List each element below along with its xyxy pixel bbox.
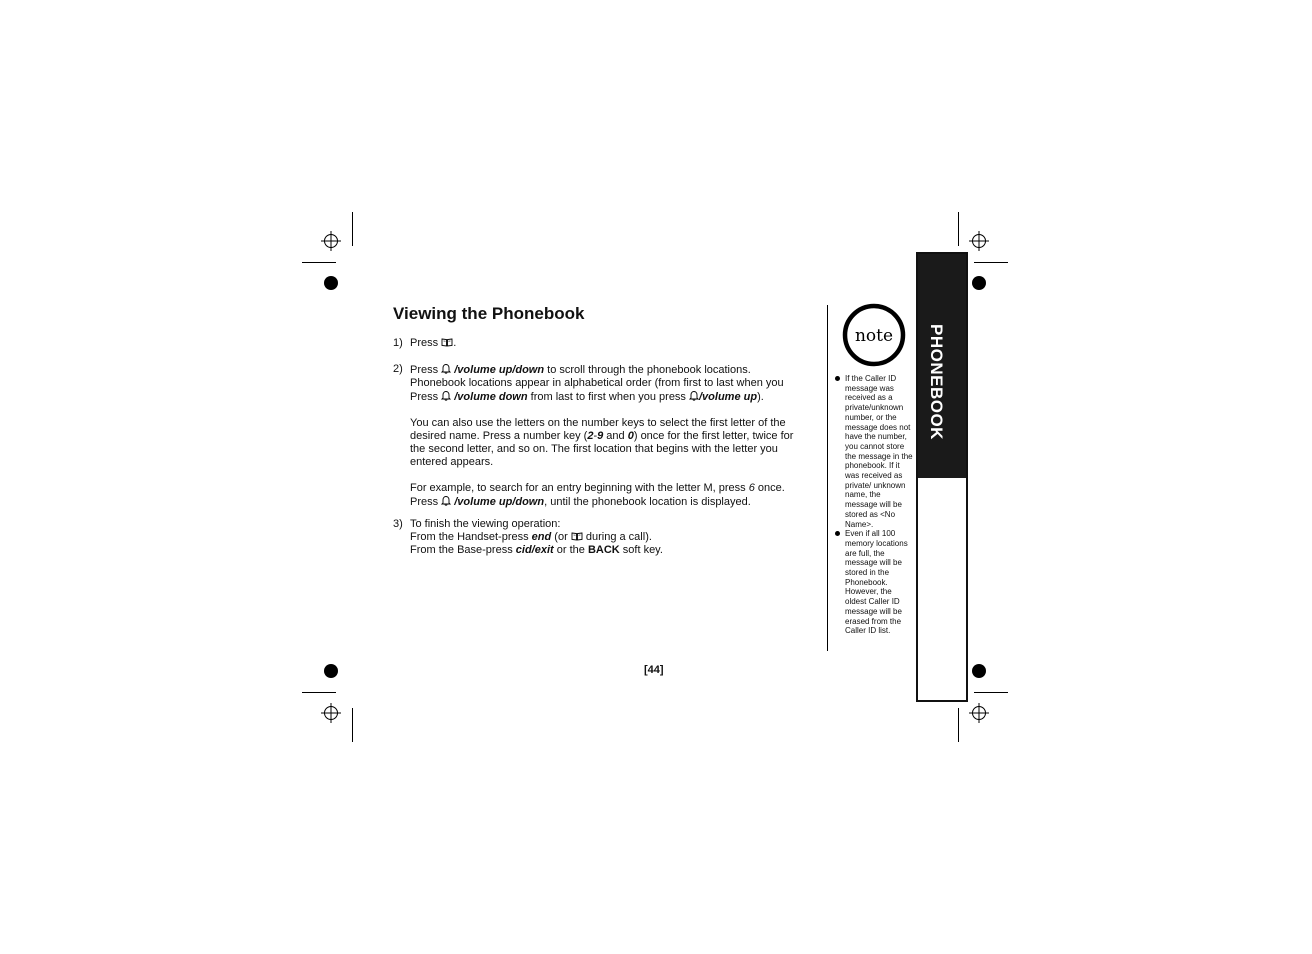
step-paragraph (410, 417, 818, 469)
text-fragment: , until the phonebook location is displayed. (544, 496, 751, 508)
key-label: 9 (597, 430, 604, 442)
text-fragment: or the (556, 544, 585, 556)
bullet-icon (835, 531, 840, 536)
text-fragment: Press (410, 391, 439, 403)
step-number: 1) (393, 337, 403, 349)
step-text (410, 363, 818, 509)
key-label: 0 (627, 430, 634, 442)
note-badge-icon (842, 303, 906, 367)
volume-up-key-icon (441, 363, 451, 374)
text-fragment: to scroll through the phonebook locations. (547, 364, 751, 376)
text-fragment: entered appears. (410, 456, 494, 468)
text-fragment: From the Handset-press (410, 531, 529, 543)
step-text (410, 518, 818, 557)
text-fragment: Phonebook locations appear in alphabetical order (from first to last when you (410, 377, 784, 389)
text-fragment: From the Base-press (410, 544, 513, 556)
key-label: /volume up/down (454, 364, 545, 376)
key-label: 6 (748, 482, 755, 494)
text-fragment: once. (757, 482, 785, 494)
key-label: 2 (587, 430, 594, 442)
key-label: end (531, 531, 552, 543)
volume-down-key-icon (441, 390, 451, 401)
crop-line-tl-v (352, 212, 353, 246)
chapter-tab-label: PHONEBOOK (927, 324, 946, 440)
crop-line-bl-v (352, 708, 353, 742)
crop-line-bl-h (302, 692, 336, 693)
note-item (835, 374, 915, 529)
bullet-icon (835, 376, 840, 381)
step-number: 2) (393, 363, 403, 375)
step-number: 3) (393, 518, 403, 530)
text-fragment: ) once for the first letter, twice for (633, 430, 794, 442)
phonebook-key-icon (571, 532, 583, 541)
key-label: /volume up/down (454, 496, 545, 508)
step-paragraph (410, 482, 818, 509)
text-fragment: - (593, 430, 598, 442)
registration-mark-icon (321, 703, 341, 723)
registration-dot-icon (972, 664, 986, 678)
text-fragment: the second letter, and so on. The first location that begins with the letter you (410, 443, 778, 455)
crop-line-tr-h (974, 262, 1008, 263)
note-item-text: Even if all 100 memory locations are full, the message will be stored in the Phonebook. However, the oldest Caller ID message will be erased from the Caller ID list. (845, 529, 908, 636)
crop-line-tr-v (958, 212, 959, 246)
registration-mark-icon (969, 231, 989, 251)
step-text-fragment: Press (410, 337, 439, 349)
note-divider (827, 305, 828, 651)
text-fragment: ). (757, 391, 764, 403)
text-fragment: Press (410, 364, 439, 376)
step-text (410, 337, 818, 350)
crop-line-br-h (974, 692, 1008, 693)
registration-mark-icon (969, 703, 989, 723)
crop-line-br-v (958, 708, 959, 742)
registration-dot-icon (324, 664, 338, 678)
key-label: /volume down (454, 391, 528, 403)
text-fragment: soft key. (622, 544, 663, 556)
text-fragment: and (606, 430, 625, 442)
text-fragment: You can also use the letters on the number keys to select the first letter of the (410, 417, 786, 429)
note-badge-text: note (854, 326, 894, 346)
volume-up-key-icon (689, 390, 699, 401)
phonebook-key-icon (441, 338, 453, 347)
note-item (835, 529, 915, 636)
key-label: BACK (587, 544, 620, 556)
text-fragment: (or (554, 531, 568, 543)
text-fragment: For example, to search for an entry beginning with the letter M, press (410, 482, 746, 494)
key-label: /volume up (699, 391, 758, 403)
key-label: cid/exit (515, 544, 554, 556)
text-fragment: Press (410, 496, 439, 508)
step-paragraph (410, 363, 818, 404)
section-title: Viewing the Phonebook (393, 304, 585, 323)
crop-line-tl-h (302, 262, 336, 263)
text-fragment: desired name. Press a number key ( (410, 430, 588, 442)
step-text-fragment: . (453, 337, 457, 349)
text-fragment: To finish the viewing operation: (410, 518, 561, 530)
registration-mark-icon (321, 231, 341, 251)
note-list (835, 374, 915, 636)
page-number: [44] (644, 664, 664, 676)
text-fragment: during a call). (585, 531, 652, 543)
chapter-tab (916, 252, 968, 702)
chapter-tab-band (918, 254, 966, 478)
volume-up-key-icon (441, 495, 451, 506)
registration-dot-icon (972, 276, 986, 290)
registration-dot-icon (324, 276, 338, 290)
text-fragment: from last to first when you press (530, 391, 686, 403)
note-item-text: If the Caller ID message was received as a private/unknown number, or the message does not have the number, you cannot store the message in the phonebook. If it was received as private/ unknown name, the message will be stored as <No Name>. (845, 374, 913, 529)
